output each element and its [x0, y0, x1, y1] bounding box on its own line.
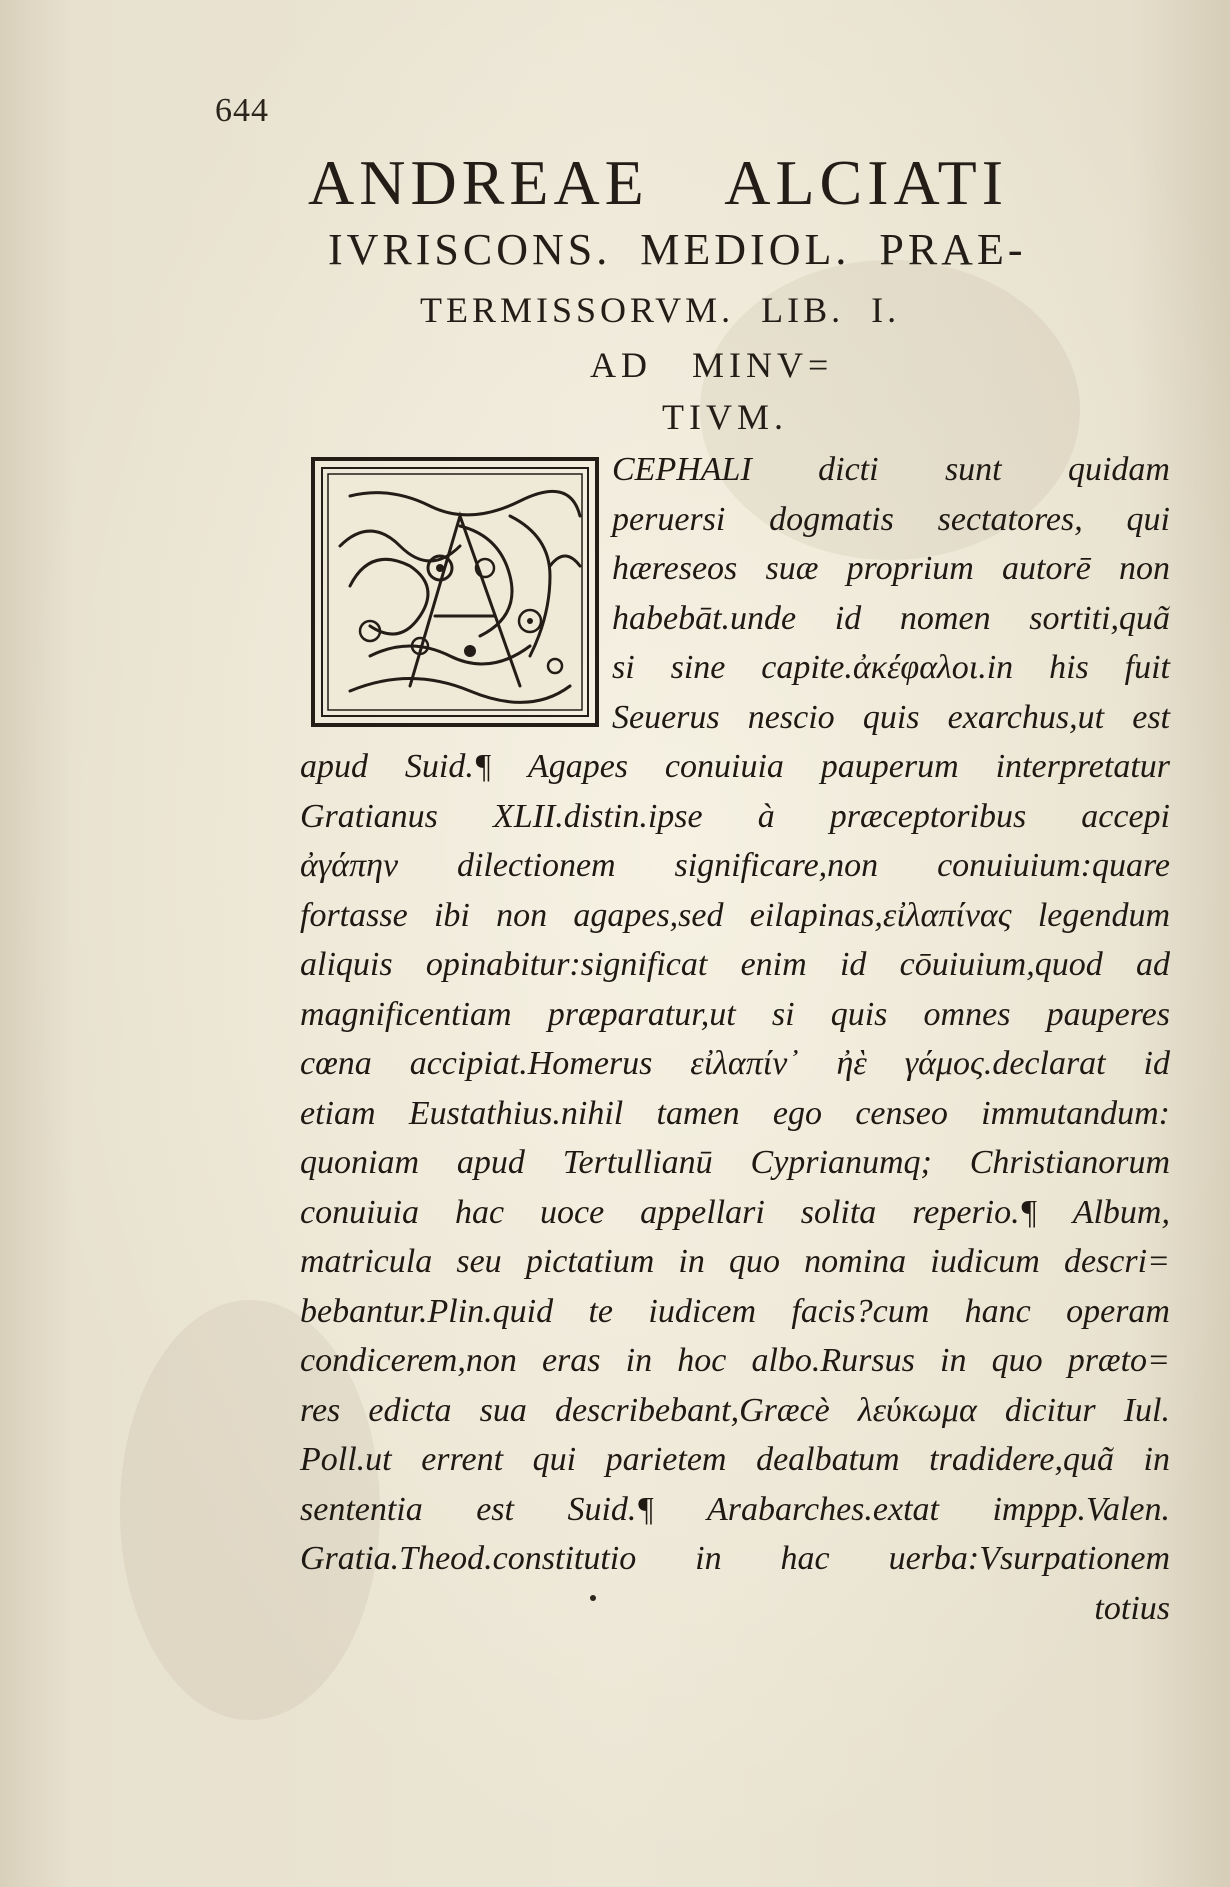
- text-line: apud Suid.¶ Agapes conuiuia pauperum interpretatur: [300, 748, 1170, 785]
- text-line: fortasse ibi non agapes,sed eilapinas,εἰλαπίνας legendum: [300, 896, 1170, 934]
- text-line: magnificentiam præparatur,ut si quis omnes pauperes: [300, 995, 1170, 1033]
- text-line: matricula seu pictatium in quo nomina iudicum descri=: [300, 1243, 1170, 1280]
- text-line: condicerem,non eras in hoc albo.Rursus in quo præto=: [300, 1342, 1170, 1379]
- title-line-profession: IVRISCONS. MEDIOL. PRAE-: [328, 225, 1027, 274]
- body-text: [300, 445, 1170, 1633]
- text-line: sententia est Suid.¶ Arabarches.extat imppp.Valen.: [300, 1490, 1170, 1528]
- text-line: CEPHALI dicti sunt quidam: [612, 451, 1170, 488]
- text-line: Poll.ut errent qui parietem dealbatum tradidere,quã in: [300, 1441, 1170, 1478]
- title-line-dedication: AD MINV=: [590, 345, 834, 385]
- text-line: aliquis opinabitur:significat enim id cōuiuium,quod ad: [300, 946, 1170, 983]
- text-line: bebantur.Plin.quid te iudicem facis?cum hanc operam: [300, 1292, 1170, 1330]
- text-line: res edicta sua describebant,Græcè λεύκωμα dicitur Iul.: [300, 1391, 1170, 1429]
- text-line: etiam Eustathius.nihil tamen ego censeo immutandum:: [300, 1094, 1170, 1132]
- chapter-heading: [300, 147, 1160, 442]
- text-line: habebāt.unde id nomen sortiti,quã: [612, 599, 1170, 637]
- text-line: hæreseos suæ proprium autorē non: [612, 550, 1170, 587]
- catchword: totius: [1094, 1589, 1170, 1627]
- text-line: ἀγάπην dilectionem significare,non conuiuium:quare: [300, 847, 1170, 884]
- title-line-author: ANDREAE ALCIATI: [308, 147, 1009, 218]
- text-line: cœna accipiat.Homerus εἰλαπίν᾽ ἠὲ γάμος.declarat id: [300, 1045, 1170, 1082]
- text-line: quoniam apud Tertullianū Cyprianumq; Christianorum: [300, 1144, 1170, 1181]
- text-line: peruersi dogmatis sectatores, qui: [612, 500, 1170, 538]
- title-line-work: TERMISSORVM. LIB. I.: [420, 290, 901, 330]
- text-line: Seuerus nescio quis exarchus,ut est: [612, 698, 1170, 736]
- signature-mark: [590, 1595, 596, 1601]
- text-line: Gratianus XLII.distin.ipse à præceptoribus accepi: [300, 797, 1170, 835]
- text-line: si sine capite.ἀκέφαλοι.in his fuit: [612, 649, 1170, 686]
- title-line-dedication-end: TIVM.: [662, 397, 788, 437]
- page-number: 644: [215, 92, 269, 129]
- text-line: conuiuia hac uoce appellari solita reperio.¶ Album,: [300, 1193, 1170, 1231]
- text-line: Gratia.Theod.constitutio in hac uerba:Vsurpationem: [300, 1540, 1170, 1577]
